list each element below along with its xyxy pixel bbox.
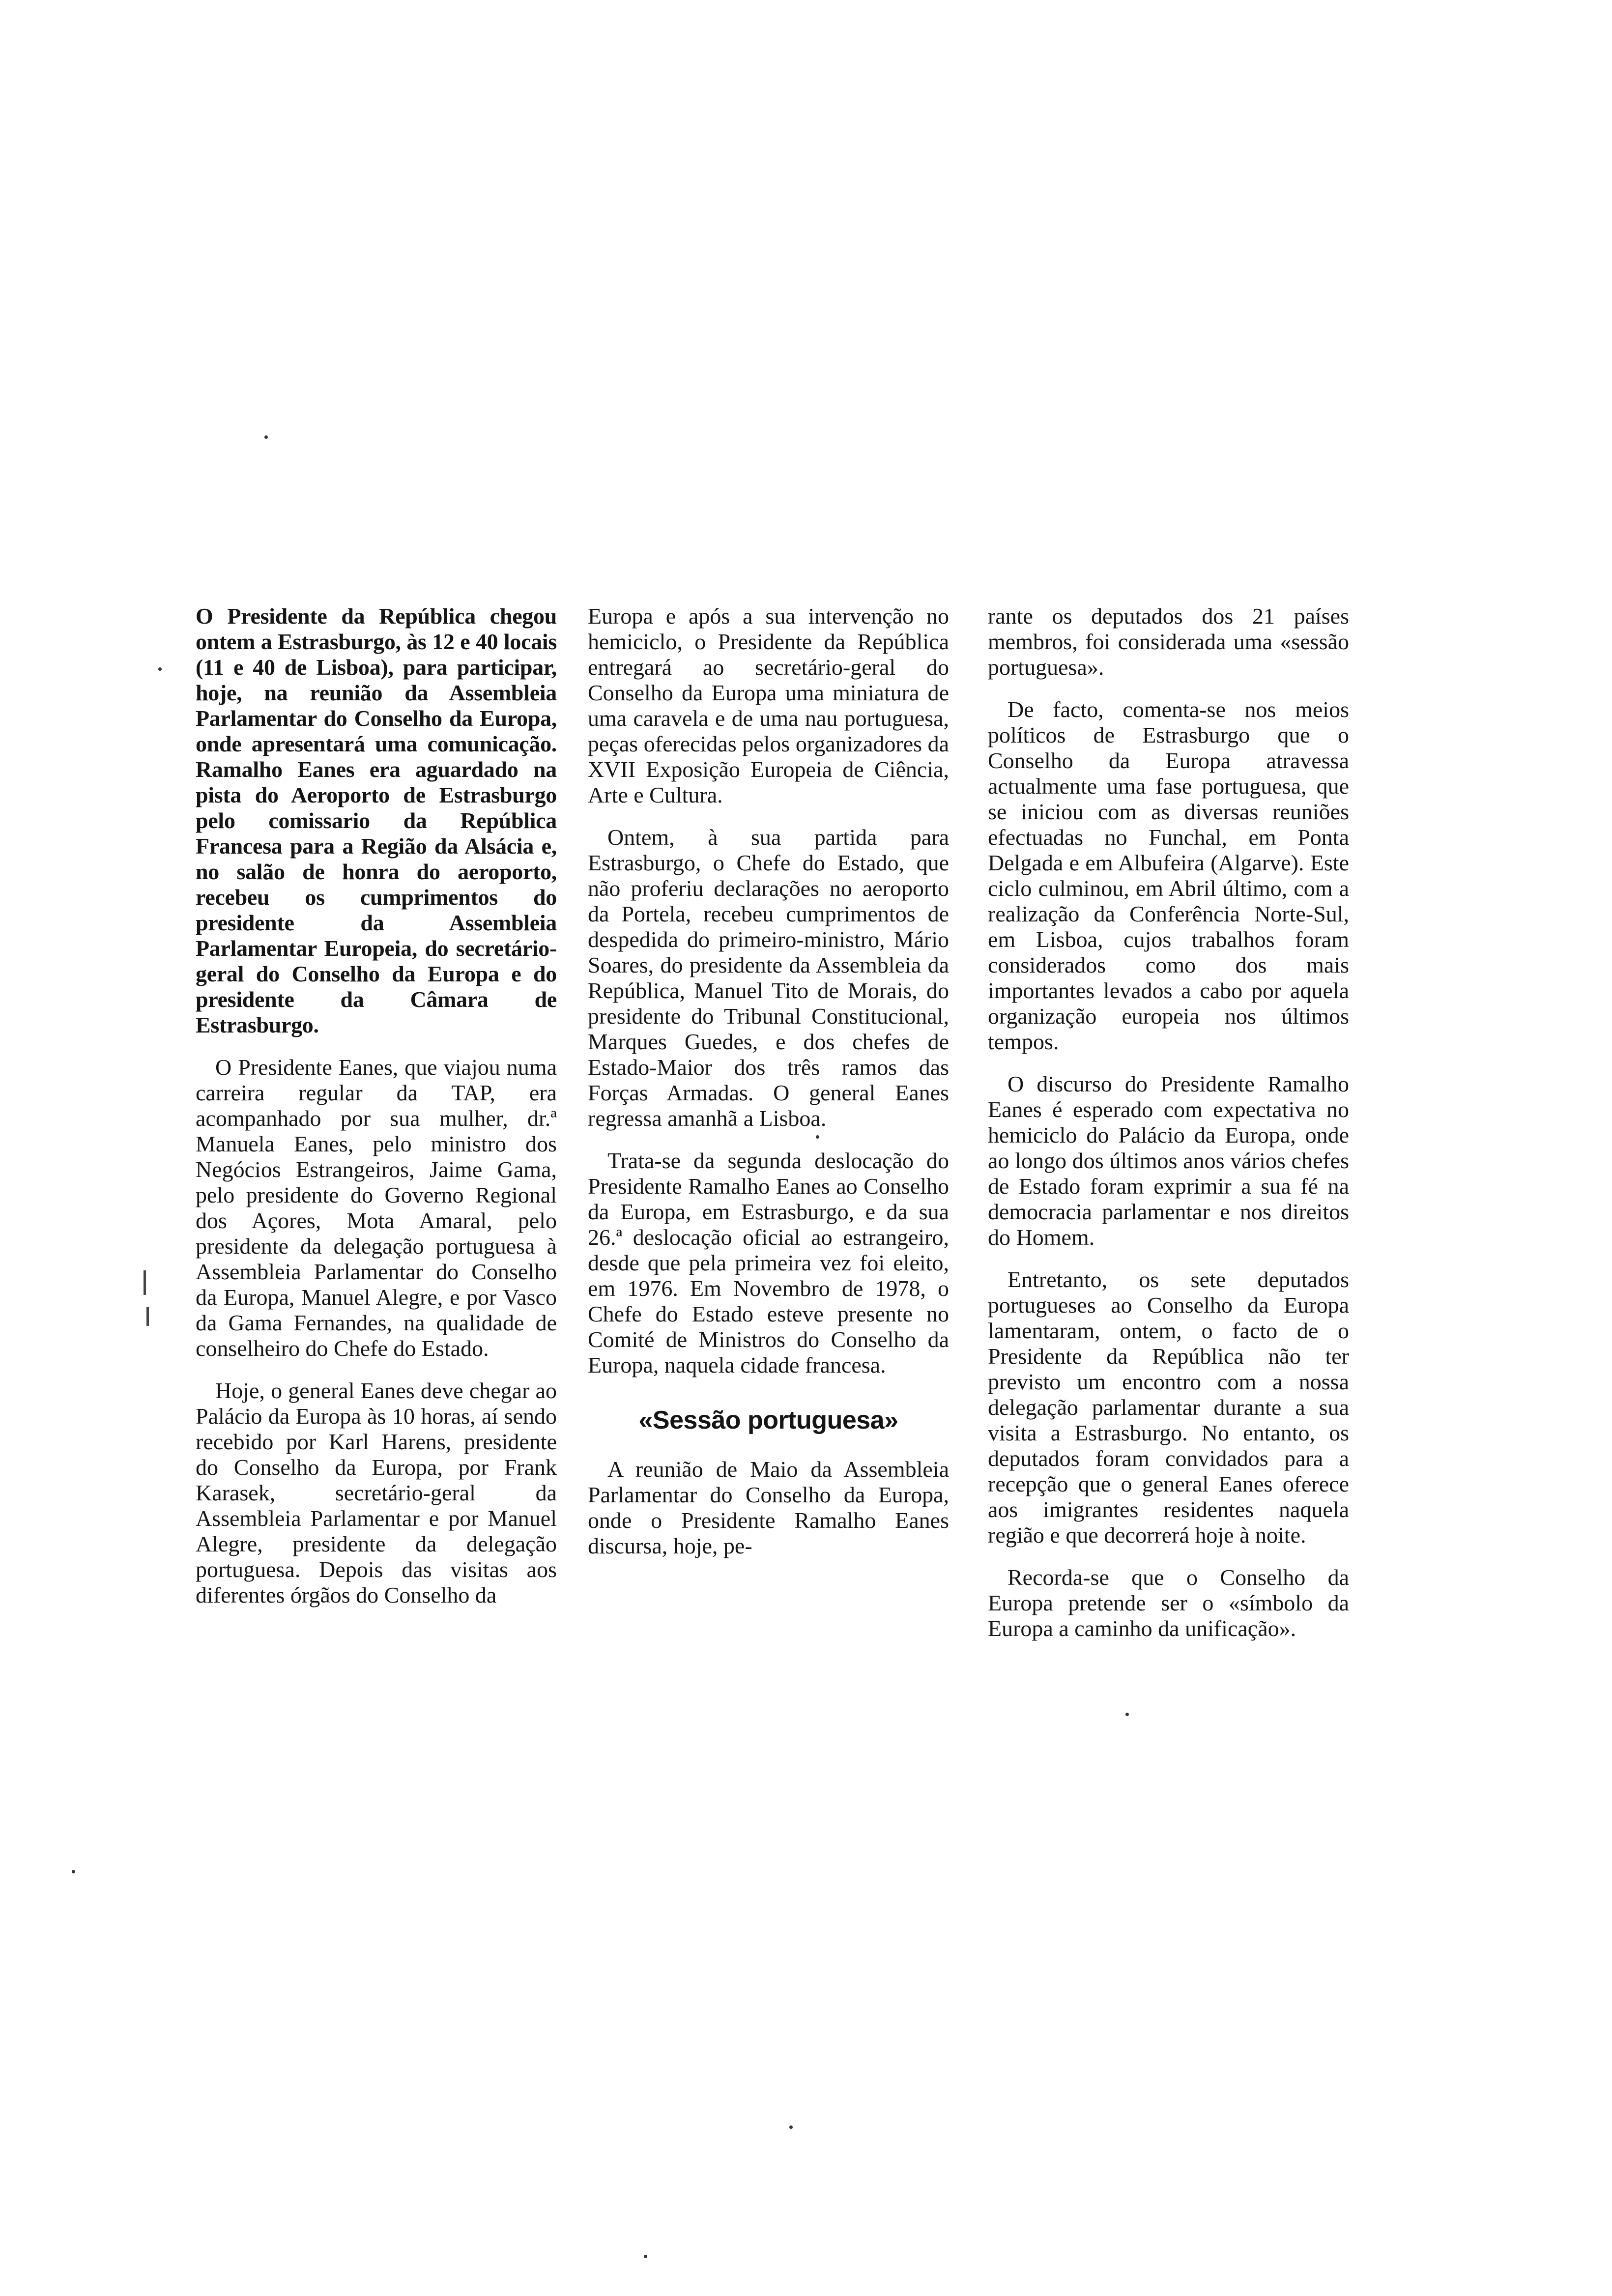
article-paragraph: Recorda-se que o Conselho da Europa pretende ser o «símbolo da Europa a caminho da unificação». [988,1565,1349,1641]
scan-speck [1125,1713,1129,1716]
scan-speck [644,2255,647,2258]
scan-margin-mark [146,1307,149,1326]
scan-speck [158,667,162,671]
scan-speck [72,1870,75,1873]
article-column-2 [588,603,949,1576]
article-paragraph: A reunião de Maio da Assembleia Parlamentar do Conselho da Europa, onde o Presidente Ramalho Eanes discursa, hoje, pe- [588,1457,949,1558]
scan-speck [264,435,268,439]
article-paragraph: Hoje, o general Eanes deve chegar ao Palácio da Europa às 10 horas, aí sendo recebido por Karl Harens, presidente do Conselho da Europa, por Frank Karasek, secretário-geral da Assembleia Parlamentar e por Manuel Alegre, presidente da delegação portuguesa. Depois das visitas aos diferentes órgãos do Conselho da [196,1378,557,1607]
article-paragraph: De facto, comenta-se nos meios políticos de Estrasburgo que o Conselho da Europa atravessa actualmente uma fase portuguesa, que se iniciou com as diversas reuniões efectuadas no Funchal, em Ponta Delgada e em Albufeira (Algarve). Este ciclo culminou, em Abril último, com a realização da Conferência Norte-Sul, em Lisboa, cujos trabalhos foram considerados como dos mais importantes levados a cabo por aquela organização europeia nos últimos tempos. [988,697,1349,1054]
section-subheading: «Sessão portuguesa» [638,1406,898,1435]
article-paragraph: O Presidente Eanes, que viajou numa carreira regular da TAP, era acompanhado por sua mulher, dr.ª Manuela Eanes, pelo ministro dos Negócios Estrangeiros, Jaime Gama, pelo presidente do Governo Regional dos Açores, Mota Amaral, pelo presidente da delegação portuguesa à Assembleia Parlamentar do Conselho da Europa, Manuel Alegre, e por Vasco da Gama Fernandes, na qualidade de conselheiro do Chefe do Estado. [196,1055,557,1361]
article-paragraph: Europa e após a sua intervenção no hemiciclo, o Presidente da República entregará ao secretário-geral do Conselho da Europa uma miniatura de uma caravela e de uma nau portuguesa, peças oferecidas pelos organizadores da XVII Exposição Europeia de Ciência, Arte e Cultura. [588,603,949,807]
article-paragraph: O discurso do Presidente Ramalho Eanes é esperado com expectativa no hemiciclo do Palácio da Europa, onde ao longo dos últimos anos vários chefes de Estado foram exprimir a sua fé na democracia parlamentar e nos direitos do Homem. [988,1071,1349,1250]
article-paragraph: Entretanto, os sete deputados portugueses ao Conselho da Europa lamentaram, ontem, o facto de o Presidente da República não ter previsto um encontro com a nossa delegação parlamentar durante a sua visita a Estrasburgo. No entanto, os deputados foram convidados para a recepção que o general Eanes oferece aos imigrantes residentes naquela região e que decorrerá hoje à noite. [988,1267,1349,1548]
article-column-3 [988,603,1349,1658]
article-paragraph: Trata-se da segunda deslocação do Presidente Ramalho Eanes ao Conselho da Europa, em Estrasburgo, e da sua 26.ª deslocação oficial ao estrangeiro, desde que pela primeira vez foi eleito, em 1976. Em Novembro de 1978, o Chefe do Estado esteve presente no Comité de Ministros do Conselho da Europa, naquela cidade francesa. [588,1148,949,1378]
article-lead-paragraph: O Presidente da República chegou ontem a Estrasburgo, às 12 e 40 locais (11 e 40 de Lisboa), para participar, hoje, na reunião da Assembleia Parlamentar do Conselho da Europa, onde apresentará uma comunicação. Ramalho Eanes era aguardado na pista do Aeroporto de Estrasburgo pelo comissario da República Francesa para a Região da Alsácia e, no salão de honra do aeroporto, recebeu os cumprimentos do presidente da Assembleia Parlamentar Europeia, do secretário-geral do Conselho da Europa e do presidente da Câmara de Estrasburgo. [196,603,557,1037]
article-column-1 [196,603,557,1625]
scan-margin-mark [144,1270,146,1295]
scan-speck [789,2125,793,2129]
article-paragraph: rante os deputados dos 21 países membros, foi considerada uma «sessão portuguesa». [988,603,1349,680]
article-paragraph: Ontem, à sua partida para Estrasburgo, o Chefe do Estado, que não proferiu declarações no aeroporto da Portela, recebeu cumprimentos de despedida do primeiro-ministro, Mário Soares, do presidente da Assembleia da República, Manuel Tito de Morais, do presidente do Tribunal Constitucional, Marques Guedes, e dos chefes de Estado-Maior dos três ramos das Forças Armadas. O general Eanes regressa amanhã a Lisboa. [588,825,949,1131]
